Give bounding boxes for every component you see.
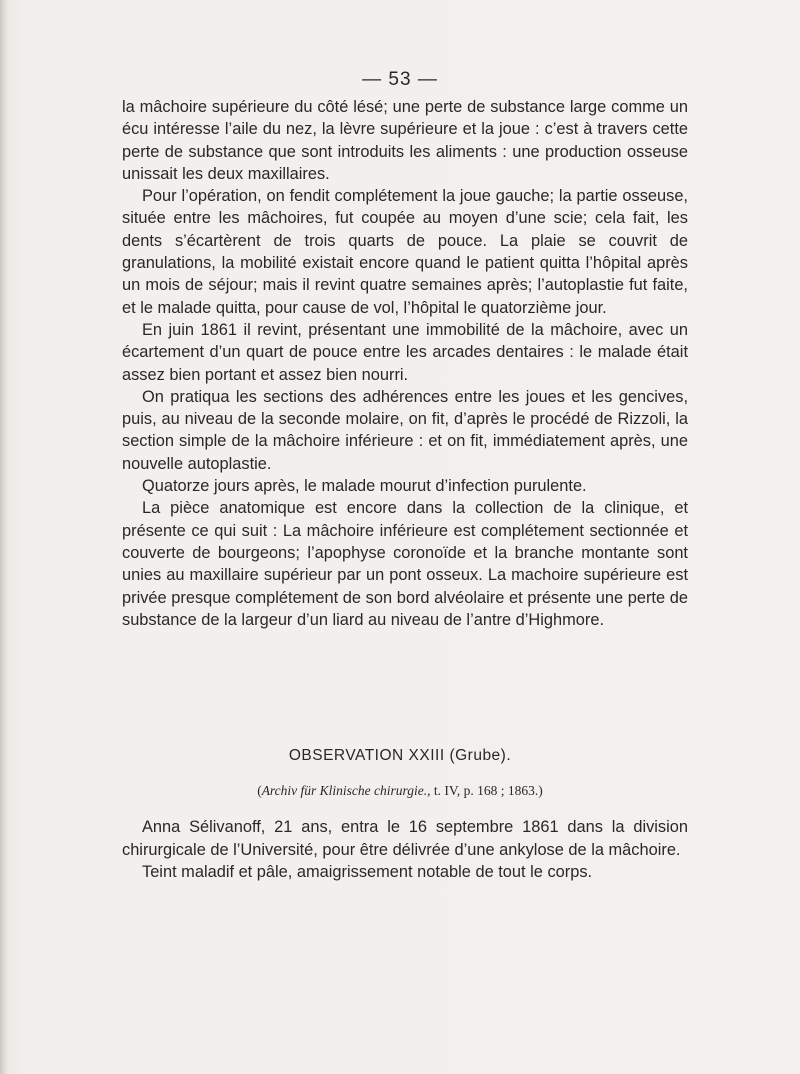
observation-paragraph-1: Anna Sélivanoff, 21 ans, entra le 16 septembre 1861 dans la division chirurgicale de l’Université, pour être délivrée d’une ankylose de la mâchoire. bbox=[122, 818, 688, 859]
page-number: — 53 — bbox=[362, 69, 438, 90]
paragraph-3: En juin 1861 il revint, présentant une immobilité de la mâchoire, avec un écartement d’un quart de pouce entre les arcades dentaires : le malade était assez bien portant et assez bien nourri. bbox=[122, 320, 688, 384]
main-text bbox=[122, 96, 688, 631]
source-open: ( bbox=[257, 783, 262, 798]
source-rest: , t. IV, p. 168 ; 1863.) bbox=[427, 783, 543, 798]
paragraph-5: Quatorze jours après, le malade mourut d’infection purulente. bbox=[142, 477, 587, 496]
observation-source bbox=[0, 783, 800, 799]
paragraph-6: La pièce anatomique est encore dans la collection de la clinique, et présente ce qui suit : La mâchoire inférieure est complétement sectionnée et couverte de bourgeons; l’apophyse coronoïde et la branche montante sont unies au maxillaire supérieur par un pont osseux. La machoire supérieure est privée presque complétement de son bord alvéolaire et présente une perte de substance de la largeur d’un liard au niveau de l’antre d’Highmore. bbox=[122, 499, 688, 629]
paragraph-2: Pour l’opération, on fendit complétement la joue gauche; la partie osseuse, située entre les mâchoires, fut coupée au moyen d’une scie; cela fait, les dents s’écartèrent de trois quarts de pouce. La plaie se couvrit de granulations, la mobilité existait encore quand le patient quitta l’hôpital après un mois de séjour; mais il revint quatre semaines après; l’autoplastie fut faite, et le malade quitta, pour cause de vol, l’hôpital le quatorzième jour. bbox=[122, 187, 688, 317]
paragraph-4: On pratiqua les sections des adhérences entre les joues et les gencives, puis, au niveau de la seconde molaire, on fit, d’après le procédé de Rizzoli, la section simple de la mâchoire inférieure : et on fit, immédiatement après, une nouvelle autoplastie. bbox=[122, 387, 688, 473]
observation-paragraph-2: Teint maladif et pâle, amaigrissement notable de tout le corps. bbox=[142, 863, 593, 881]
observation-body bbox=[122, 816, 688, 884]
source-journal: Archiv für Klinische chirurgie. bbox=[261, 783, 428, 798]
binding-shadow bbox=[0, 0, 8, 1074]
paragraph-1: la mâchoire supérieure du côté lésé; une perte de substance large comme un écu intéresse l’aile du nez, la lèvre supérieure et la joue : c’est à travers cette perte de substance que sont introduits les aliments : une production osseuse unissait les deux maxillaires. bbox=[122, 98, 688, 183]
observation-title: OBSERVATION XXIII (Grube). bbox=[288, 747, 512, 764]
